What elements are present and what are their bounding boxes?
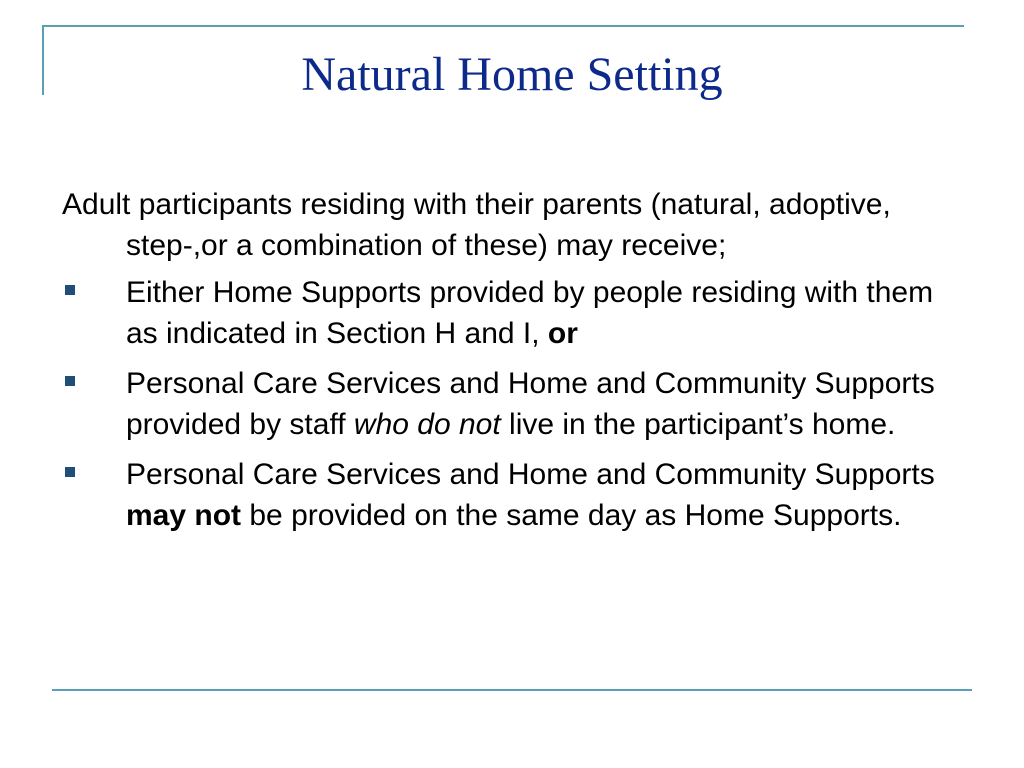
square-bullet-icon bbox=[65, 467, 75, 477]
bullet-item-home-supports bbox=[62, 272, 972, 354]
slide-title: Natural Home Setting bbox=[301, 48, 723, 101]
bullet-italic-text: who do not bbox=[353, 408, 501, 441]
slide-body bbox=[62, 184, 972, 545]
bullet-bold-text: may not bbox=[126, 499, 242, 532]
bullet-item-personal-care-restriction bbox=[62, 454, 972, 536]
square-bullet-icon bbox=[65, 285, 75, 295]
bullet-bold-text: or bbox=[547, 317, 578, 350]
square-bullet-icon bbox=[65, 376, 75, 386]
intro-paragraph: Adult participants residing with their parents (natural, adoptive, step-,or a combination of these) may receive; bbox=[62, 188, 891, 262]
bullet-text: Personal Care Services and Home and Community Supports provided by staff bbox=[126, 367, 935, 441]
bullet-text-tail: be provided on the same day as Home Supports. bbox=[241, 499, 902, 532]
bullet-text-tail: live in the participant’s home. bbox=[500, 408, 896, 441]
frame-bottom-line bbox=[52, 689, 972, 691]
bullet-text: Personal Care Services and Home and Community Supports bbox=[126, 458, 935, 491]
frame-top-line bbox=[42, 25, 964, 27]
bullet-text: Either Home Supports provided by people residing with them as indicated in Section H and I, bbox=[126, 276, 934, 350]
bullet-item-personal-care-staff bbox=[62, 363, 972, 445]
